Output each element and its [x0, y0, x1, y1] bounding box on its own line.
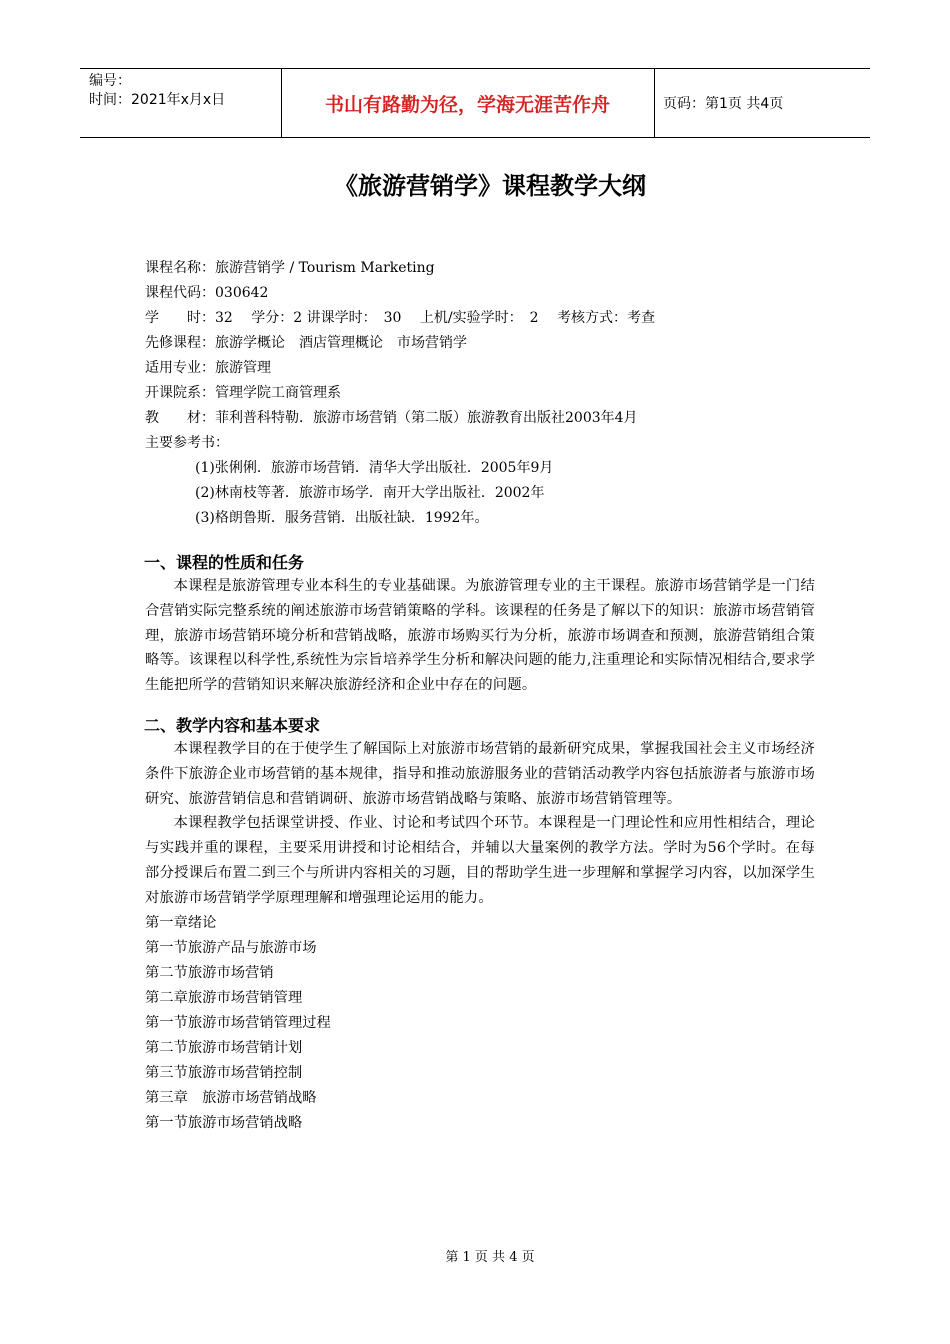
- info-prerequisites: 先修课程：旅游学概论 酒店管理概论 市场营销学: [145, 335, 467, 351]
- info-course-code: 课程代码：030642: [145, 285, 269, 301]
- info-references-label: 主要参考书：: [145, 435, 229, 451]
- chapter-outline: [145, 911, 815, 1136]
- header-page-cell: [655, 69, 870, 137]
- section-paragraph: 本课程教学包括课堂讲授、作业、讨论和考试四个环节。本课程是一门理论性和应用性相结合，理论与实践并重的课程，主要采用讲授和讨论相结合，并辅以大量案例的教学方法。学时为56个学时。在每部分授课后布置二到三个与所讲内容相关的习题，目的帮助学生进一步理解和掌握学习内容，以加深学生对旅游市场营销学学原理理解和增强理论运用的能力。: [145, 815, 815, 906]
- section-paragraph: 本课程教学目的在于使学生了解国际上对旅游市场营销的最新研究成果，掌握我国社会主义市场经济条件下旅游企业市场营销的基本规律，指导和推动旅游服务业的营销活动教学内容包括旅游者与旅游市场研究、旅游营销信息和营销调研、旅游市场营销战略与策略、旅游市场营销管理等。: [145, 740, 815, 807]
- info-department: 开课院系：管理学院工商管理系: [145, 385, 341, 401]
- outline-item: 第三章 旅游市场营销战略: [145, 1089, 317, 1106]
- doc-number-label: 编号：: [89, 73, 131, 89]
- doc-date-label: 时间：2021年x月x日: [89, 92, 226, 108]
- reference-list: [145, 456, 815, 531]
- header-meta-cell: [80, 69, 282, 137]
- header-page-number: 页码：第1页 共4页: [663, 96, 784, 112]
- outline-item: 第一节旅游市场营销管理过程: [145, 1014, 331, 1031]
- outline-item: 第二章旅游市场营销管理: [145, 989, 303, 1006]
- course-info: [145, 256, 815, 456]
- info-hours: 学 时：32 学分：2 讲课学时： 30 上机/实验学时： 2 考核方式：考查: [145, 310, 655, 326]
- document-header: [80, 68, 870, 138]
- info-major: 适用专业：旅游管理: [145, 360, 271, 376]
- reference-item: (1)张俐俐．旅游市场营销．清华大学出版社．2005年9月: [195, 460, 554, 476]
- section-paragraph: 本课程是旅游管理专业本科生的专业基础课。为旅游管理专业的主干课程。旅游市场营销学是一门结合营销实际完整系统的阐述旅游市场营销策略的学科。该课程的任务是了解以下的知识：旅游市场营销管理，旅游市场营销环境分析和营销战略，旅游市场购买行为分析，旅游市场调查和预测，旅游营销组合策略等。该课程以科学性,系统性为宗旨培养学生分析和解决问题的能力,注重理论和实际情况相结合,要求学生能把所学的营销知识来解决旅游经济和企业中存在的问题。: [145, 578, 815, 694]
- section-heading-content: 二、教学内容和基本要求: [144, 715, 321, 735]
- document-title: 《旅游营销学》课程教学大纲: [334, 172, 646, 200]
- section-heading-nature: 一、课程的性质和任务: [144, 553, 305, 572]
- header-motto-cell: [281, 69, 655, 137]
- document-body: [145, 256, 815, 1136]
- reference-item: (3)格朗鲁斯．服务营销．出版社缺．1992年。: [195, 510, 489, 526]
- outline-item: 第三节旅游市场营销控制: [145, 1064, 303, 1081]
- outline-item: 第一节旅游产品与旅游市场: [145, 939, 317, 956]
- page-footer: 第 1 页 共 4 页: [445, 1250, 535, 1265]
- info-textbook: 教 材：菲利普科特勒．旅游市场营销（第二版）旅游教育出版社2003年4月: [145, 410, 638, 426]
- outline-item: 第一节旅游市场营销战略: [145, 1114, 303, 1131]
- outline-item: 第一章绪论: [145, 914, 217, 931]
- outline-item: 第二节旅游市场营销计划: [145, 1039, 303, 1056]
- outline-item: 第二节旅游市场营销: [145, 964, 274, 981]
- reference-item: (2)林南枝等著．旅游市场学．南开大学出版社．2002年: [195, 485, 545, 501]
- header-motto: 书山有路勤为径，学海无涯苦作舟: [324, 93, 610, 116]
- info-course-name: 课程名称：旅游营销学 / Tourism Marketing: [145, 260, 435, 276]
